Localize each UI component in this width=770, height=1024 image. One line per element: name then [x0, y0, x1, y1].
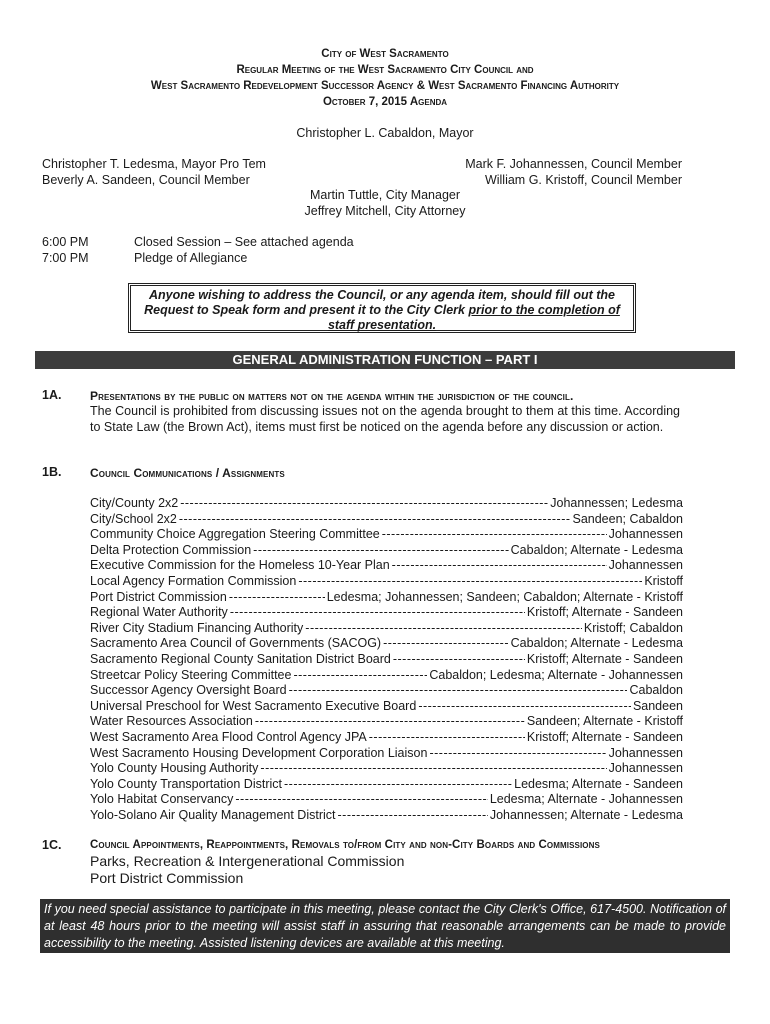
agenda-header	[0, 46, 770, 110]
section-number-1b: 1B.	[42, 465, 62, 479]
leader-dots	[382, 527, 607, 543]
speak-notice-deadline: prior to the completion of staff presentation.	[327, 303, 620, 332]
assignment-row	[90, 574, 683, 590]
assignment-members: Johannessen	[608, 761, 683, 776]
assignment-members: Sandeen; Alternate - Kristoff	[526, 714, 683, 729]
assignment-body: Sacramento Area Council of Governments (SACOG)	[90, 636, 382, 651]
assignment-members: Kristoff; Alternate - Sandeen	[526, 605, 683, 620]
assignment-members: Kristoff; Cabaldon	[583, 620, 683, 635]
assignment-row	[90, 761, 683, 777]
appointment-item: Parks, Recreation & Intergenerational Commission	[90, 853, 405, 869]
schedule-time: 7:00 PM	[42, 251, 89, 265]
schedule-item	[42, 234, 354, 250]
assignment-row	[90, 543, 683, 559]
member-mayor-pro-tem: Christopher T. Ledesma, Mayor Pro Tem	[42, 157, 266, 171]
assignment-members: Johannessen	[608, 527, 683, 542]
assignment-body: West Sacramento Housing Development Corporation Liaison	[90, 745, 428, 760]
schedule-item	[42, 250, 247, 266]
assignment-body: Yolo-Solano Air Quality Management District	[90, 807, 336, 822]
leader-dots	[305, 621, 582, 637]
leader-dots	[338, 808, 488, 824]
assignment-body: Yolo County Housing Authority	[90, 761, 259, 776]
section-title-1b: Council Communications / Assignments	[90, 466, 285, 480]
assignment-row	[90, 652, 683, 668]
leader-dots	[429, 746, 606, 762]
schedule-label: Pledge of Allegiance	[134, 251, 248, 265]
assignment-row	[90, 621, 683, 637]
assignment-members: Ledesma; Alternate - Sandeen	[514, 776, 683, 791]
assignment-body: Water Resources Association	[90, 714, 253, 729]
leader-dots	[260, 761, 606, 777]
assignment-body: Universal Preschool for West Sacramento Executive Board	[90, 698, 417, 713]
assignments-list	[90, 496, 683, 823]
assignment-row	[90, 792, 683, 808]
city-manager: Martin Tuttle, City Manager	[309, 188, 461, 202]
member-sandeen: Beverly A. Sandeen, Council Member	[42, 173, 250, 187]
assignment-row	[90, 512, 683, 528]
assignment-body: Local Agency Formation Commission	[90, 573, 297, 588]
assignment-body: Regional Water Authority	[90, 605, 228, 620]
leader-dots	[418, 699, 631, 715]
speak-notice-text: Anyone wishing to address the Council, or any agenda item, should fill out the Request to Speak form and present it to the City Clerk	[144, 288, 615, 317]
leader-dots	[293, 668, 427, 684]
assignment-row	[90, 636, 683, 652]
assignment-row	[90, 808, 683, 824]
assignment-members: Cabaldon; Ledesma; Alternate - Johannessen	[429, 667, 683, 682]
schedule-label: Closed Session – See attached agenda	[134, 235, 354, 249]
assignment-row	[90, 714, 683, 730]
assignment-members: Kristoff	[644, 573, 683, 588]
leader-dots	[289, 683, 628, 699]
section-banner: GENERAL ADMINISTRATION FUNCTION – PART I	[35, 351, 735, 369]
leader-dots	[393, 652, 525, 668]
assignment-members: Cabaldon	[629, 683, 683, 698]
assignment-members: Kristoff; Alternate - Sandeen	[526, 651, 683, 666]
assignment-members: Sandeen; Cabaldon	[572, 511, 683, 526]
accessibility-notice: If you need special assistance to participate in this meeting, please contact the City Clerk's Office, 617-4500. Notification of at least 48 hours prior to the meeting will assist staff in assuring that reasonable arrangements can be made to provide accessibility to the meeting. Assisted listening devices are available at this meeting.	[40, 899, 730, 953]
section-body-1a: The Council is prohibited from discussing issues not on the agenda brought to them at this time. According to State Law (the Brown Act), items must first be noticed on the agenda before any discussion or action.	[90, 404, 680, 434]
appointment-item: Port District Commission	[90, 870, 244, 886]
assignment-row	[90, 558, 683, 574]
assignment-members: Ledesma; Alternate - Johannessen	[489, 792, 683, 807]
appointments-list	[90, 853, 404, 887]
assignment-body: Streetcar Policy Steering Committee	[90, 667, 292, 682]
assignment-body: Executive Commission for the Homeless 10-Year Plan	[90, 558, 390, 573]
leader-dots	[253, 543, 508, 559]
assignment-row	[90, 527, 683, 543]
leader-dots	[180, 496, 548, 512]
leader-dots	[369, 730, 525, 746]
leader-dots	[179, 512, 571, 528]
assignment-body: Delta Protection Commission	[90, 542, 252, 557]
header-meeting: Regular Meeting of the West Sacramento City Council and	[236, 64, 534, 76]
header-city: City of West Sacramento	[321, 48, 449, 60]
assignment-members: Johannessen; Alternate - Ledesma	[489, 807, 683, 822]
leader-dots	[235, 792, 487, 808]
leader-dots	[392, 558, 607, 574]
leader-dots	[230, 605, 525, 621]
assignment-members: Cabaldon; Alternate - Ledesma	[510, 542, 683, 557]
section-number-1c: 1C.	[42, 838, 62, 852]
assignment-members: Kristoff; Alternate - Sandeen	[526, 729, 683, 744]
assignment-members: Johannessen	[608, 745, 683, 760]
header-date: October 7, 2015 Agenda	[322, 96, 448, 108]
assignment-row	[90, 777, 683, 793]
assignment-body: Community Choice Aggregation Steering Committee	[90, 527, 380, 542]
leader-dots	[284, 777, 512, 793]
assignment-body: Successor Agency Oversight Board	[90, 683, 287, 698]
city-staff	[0, 187, 770, 219]
member-kristoff: William G. Kristoff, Council Member	[484, 173, 682, 187]
assignment-members: Ledesma; Johannessen; Sandeen; Cabaldon; Alternate - Kristoff	[326, 589, 683, 604]
assignment-body: Yolo Habitat Conservancy	[90, 792, 234, 807]
assignment-row	[90, 746, 683, 762]
assignment-row	[90, 668, 683, 684]
assignment-row	[90, 496, 683, 512]
section-number-1a: 1A.	[42, 388, 62, 402]
assignment-body: Yolo County Transportation District	[90, 776, 282, 791]
mayor-name: Christopher L. Cabaldon, Mayor	[296, 126, 474, 140]
assignment-body: City/County 2x2	[90, 496, 179, 510]
section-title-1c: Council Appointments, Reappointments, Removals to/from City and non-City Boards and Commissions	[90, 839, 600, 851]
assignment-row	[90, 590, 683, 606]
section-title-1a: Presentations by the public on matters not on the agenda within the jurisdiction of the council.	[90, 389, 574, 403]
member-johannessen: Mark F. Johannessen, Council Member	[465, 157, 682, 171]
assignment-body: West Sacramento Area Flood Control Agency JPA	[90, 729, 367, 744]
assignment-body: Port District Commission	[90, 589, 227, 604]
assignment-members: Cabaldon; Alternate - Ledesma	[510, 636, 683, 651]
assignment-members: Sandeen	[632, 698, 683, 713]
speak-request-notice	[128, 283, 636, 333]
leader-dots	[229, 590, 325, 606]
leader-dots	[298, 574, 642, 590]
assignment-members: Johannessen; Ledesma	[550, 496, 683, 510]
assignment-body: City/School 2x2	[90, 511, 177, 526]
assignment-body: Sacramento Regional County Sanitation District Board	[90, 651, 391, 666]
assignment-row	[90, 730, 683, 746]
assignment-members: Johannessen	[608, 558, 683, 573]
header-agencies: West Sacramento Redevelopment Successor Agency & West Sacramento Financing Authority	[150, 80, 620, 92]
schedule-time: 6:00 PM	[42, 235, 89, 249]
assignment-body: River City Stadium Financing Authority	[90, 620, 304, 635]
assignment-row	[90, 605, 683, 621]
assignment-row	[90, 699, 683, 715]
assignment-row	[90, 683, 683, 699]
leader-dots	[383, 636, 509, 652]
leader-dots	[255, 714, 525, 730]
city-attorney: Jeffrey Mitchell, City Attorney	[304, 204, 466, 218]
